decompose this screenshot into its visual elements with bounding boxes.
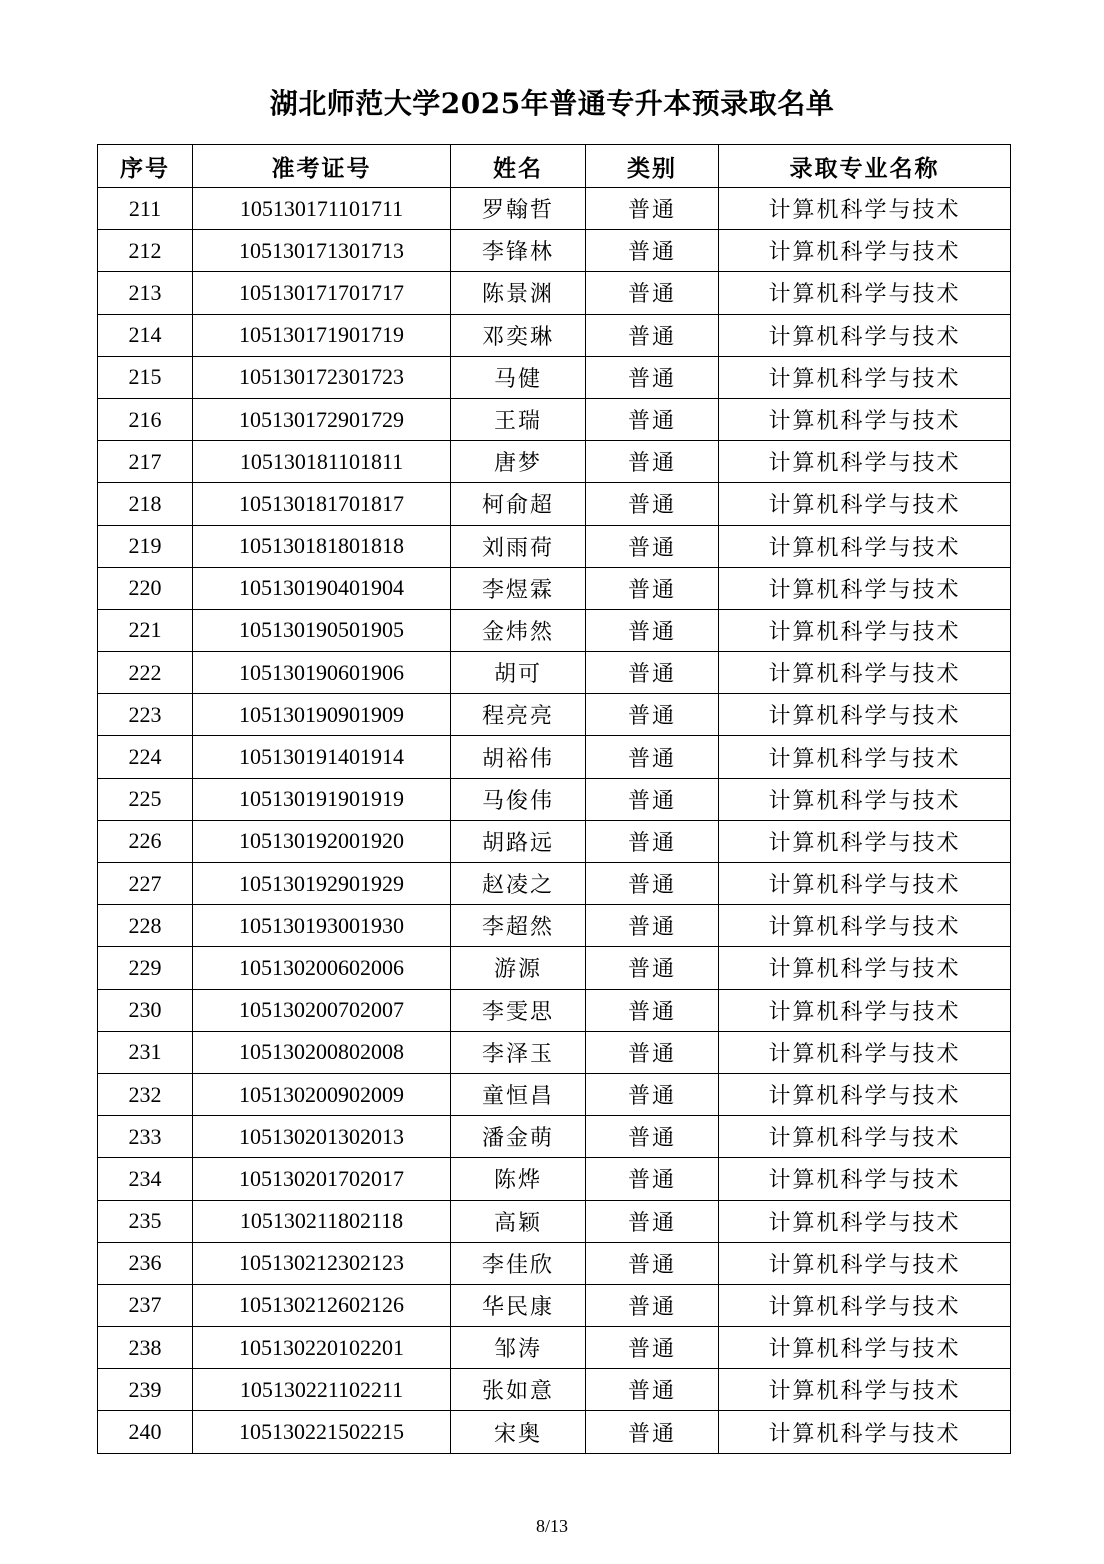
cell-name: 赵凌之	[451, 863, 586, 905]
cell-seq: 233	[98, 1116, 193, 1158]
cell-exam-id: 105130172301723	[193, 356, 451, 398]
cell-name: 邹涛	[451, 1327, 586, 1369]
cell-seq: 218	[98, 483, 193, 525]
table-row	[98, 1327, 1011, 1369]
table-header-row	[98, 145, 1011, 188]
cell-category: 普通	[586, 694, 719, 736]
cell-seq: 238	[98, 1327, 193, 1369]
table-row	[98, 1284, 1011, 1326]
cell-seq: 211	[98, 188, 193, 230]
cell-major: 计算机科学与技术	[719, 1284, 1011, 1326]
table-row	[98, 314, 1011, 356]
cell-name: 高颖	[451, 1200, 586, 1242]
header-exam-id: 准考证号	[193, 145, 451, 188]
cell-major: 计算机科学与技术	[719, 736, 1011, 778]
table-body	[98, 188, 1011, 1454]
cell-category: 普通	[586, 525, 719, 567]
cell-exam-id: 105130181801818	[193, 525, 451, 567]
cell-seq: 237	[98, 1284, 193, 1326]
table-row	[98, 567, 1011, 609]
cell-exam-id: 105130221102211	[193, 1369, 451, 1411]
cell-category: 普通	[586, 567, 719, 609]
cell-exam-id: 105130212602126	[193, 1284, 451, 1326]
cell-name: 金炜然	[451, 609, 586, 651]
cell-category: 普通	[586, 905, 719, 947]
table-row	[98, 820, 1011, 862]
cell-seq: 240	[98, 1411, 193, 1453]
table-row	[98, 736, 1011, 778]
cell-name: 李佳欣	[451, 1242, 586, 1284]
table-row	[98, 609, 1011, 651]
cell-name: 李雯思	[451, 989, 586, 1031]
cell-seq: 225	[98, 778, 193, 820]
cell-major: 计算机科学与技术	[719, 567, 1011, 609]
cell-name: 胡可	[451, 652, 586, 694]
cell-exam-id: 105130171901719	[193, 314, 451, 356]
cell-name: 柯俞超	[451, 483, 586, 525]
table-row	[98, 1411, 1011, 1453]
cell-name: 陈景渊	[451, 272, 586, 314]
cell-seq: 227	[98, 863, 193, 905]
cell-name: 华民康	[451, 1284, 586, 1326]
cell-major: 计算机科学与技术	[719, 778, 1011, 820]
table-row	[98, 272, 1011, 314]
table-row	[98, 778, 1011, 820]
cell-exam-id: 105130212302123	[193, 1242, 451, 1284]
cell-category: 普通	[586, 736, 719, 778]
cell-seq: 212	[98, 230, 193, 272]
cell-name: 马健	[451, 356, 586, 398]
cell-category: 普通	[586, 820, 719, 862]
table-row	[98, 230, 1011, 272]
cell-exam-id: 105130172901729	[193, 398, 451, 440]
cell-seq: 239	[98, 1369, 193, 1411]
cell-major: 计算机科学与技术	[719, 525, 1011, 567]
cell-major: 计算机科学与技术	[719, 1369, 1011, 1411]
cell-seq: 221	[98, 609, 193, 651]
table-row	[98, 1031, 1011, 1073]
cell-major: 计算机科学与技术	[719, 820, 1011, 862]
cell-major: 计算机科学与技术	[719, 694, 1011, 736]
cell-category: 普通	[586, 778, 719, 820]
cell-major: 计算机科学与技术	[719, 863, 1011, 905]
cell-name: 童恒昌	[451, 1073, 586, 1115]
cell-major: 计算机科学与技术	[719, 989, 1011, 1031]
cell-name: 王瑞	[451, 398, 586, 440]
cell-seq: 228	[98, 905, 193, 947]
cell-seq: 215	[98, 356, 193, 398]
cell-category: 普通	[586, 483, 719, 525]
cell-major: 计算机科学与技术	[719, 398, 1011, 440]
cell-category: 普通	[586, 989, 719, 1031]
cell-exam-id: 105130181101811	[193, 441, 451, 483]
cell-name: 张如意	[451, 1369, 586, 1411]
cell-major: 计算机科学与技术	[719, 272, 1011, 314]
cell-name: 李煜霖	[451, 567, 586, 609]
cell-exam-id: 105130200802008	[193, 1031, 451, 1073]
cell-seq: 232	[98, 1073, 193, 1115]
table-row	[98, 1369, 1011, 1411]
table-row	[98, 652, 1011, 694]
cell-major: 计算机科学与技术	[719, 1116, 1011, 1158]
cell-major: 计算机科学与技术	[719, 1031, 1011, 1073]
table-header	[98, 145, 1011, 188]
cell-category: 普通	[586, 356, 719, 398]
cell-exam-id: 105130201702017	[193, 1158, 451, 1200]
cell-name: 李超然	[451, 905, 586, 947]
table-row	[98, 989, 1011, 1031]
cell-category: 普通	[586, 863, 719, 905]
cell-seq: 230	[98, 989, 193, 1031]
cell-category: 普通	[586, 609, 719, 651]
cell-seq: 220	[98, 567, 193, 609]
cell-category: 普通	[586, 441, 719, 483]
cell-exam-id: 105130192001920	[193, 820, 451, 862]
cell-exam-id: 105130211802118	[193, 1200, 451, 1242]
cell-exam-id: 105130221502215	[193, 1411, 451, 1453]
cell-seq: 229	[98, 947, 193, 989]
cell-category: 普通	[586, 314, 719, 356]
cell-category: 普通	[586, 1158, 719, 1200]
cell-exam-id: 105130190401904	[193, 567, 451, 609]
cell-major: 计算机科学与技术	[719, 314, 1011, 356]
cell-category: 普通	[586, 1327, 719, 1369]
cell-name: 程亮亮	[451, 694, 586, 736]
page-number: 8/13	[535, 1516, 568, 1536]
cell-seq: 214	[98, 314, 193, 356]
cell-seq: 226	[98, 820, 193, 862]
table-row	[98, 1200, 1011, 1242]
header-major: 录取专业名称	[719, 145, 1011, 188]
cell-name: 潘金萌	[451, 1116, 586, 1158]
cell-name: 罗翰哲	[451, 188, 586, 230]
cell-major: 计算机科学与技术	[719, 356, 1011, 398]
cell-name: 刘雨荷	[451, 525, 586, 567]
cell-exam-id: 105130181701817	[193, 483, 451, 525]
cell-seq: 223	[98, 694, 193, 736]
table-row	[98, 356, 1011, 398]
header-name: 姓名	[451, 145, 586, 188]
cell-category: 普通	[586, 398, 719, 440]
cell-major: 计算机科学与技术	[719, 1073, 1011, 1115]
cell-exam-id: 105130191401914	[193, 736, 451, 778]
cell-name: 唐梦	[451, 441, 586, 483]
cell-category: 普通	[586, 1116, 719, 1158]
cell-name: 胡裕伟	[451, 736, 586, 778]
table-row	[98, 905, 1011, 947]
cell-exam-id: 105130171701717	[193, 272, 451, 314]
cell-category: 普通	[586, 272, 719, 314]
cell-name: 李泽玉	[451, 1031, 586, 1073]
cell-seq: 234	[98, 1158, 193, 1200]
cell-seq: 216	[98, 398, 193, 440]
cell-category: 普通	[586, 1031, 719, 1073]
cell-category: 普通	[586, 1242, 719, 1284]
table-row	[98, 1158, 1011, 1200]
cell-major: 计算机科学与技术	[719, 1411, 1011, 1453]
table-row	[98, 1073, 1011, 1115]
cell-major: 计算机科学与技术	[719, 230, 1011, 272]
cell-exam-id: 105130171101711	[193, 188, 451, 230]
cell-name: 马俊伟	[451, 778, 586, 820]
cell-category: 普通	[586, 1411, 719, 1453]
cell-name: 李锋林	[451, 230, 586, 272]
cell-major: 计算机科学与技术	[719, 483, 1011, 525]
table-row	[98, 694, 1011, 736]
cell-major: 计算机科学与技术	[719, 1242, 1011, 1284]
cell-name: 陈烨	[451, 1158, 586, 1200]
table-row	[98, 863, 1011, 905]
table-row	[98, 398, 1011, 440]
cell-name: 胡路远	[451, 820, 586, 862]
cell-seq: 219	[98, 525, 193, 567]
cell-exam-id: 105130192901929	[193, 863, 451, 905]
table-row	[98, 525, 1011, 567]
table-row	[98, 188, 1011, 230]
cell-seq: 236	[98, 1242, 193, 1284]
cell-exam-id: 105130191901919	[193, 778, 451, 820]
cell-major: 计算机科学与技术	[719, 652, 1011, 694]
cell-category: 普通	[586, 1200, 719, 1242]
cell-category: 普通	[586, 652, 719, 694]
cell-major: 计算机科学与技术	[719, 905, 1011, 947]
cell-name: 邓奕琳	[451, 314, 586, 356]
table-row	[98, 947, 1011, 989]
cell-category: 普通	[586, 1073, 719, 1115]
cell-seq: 235	[98, 1200, 193, 1242]
header-category: 类别	[586, 145, 719, 188]
cell-name: 宋奥	[451, 1411, 586, 1453]
cell-category: 普通	[586, 230, 719, 272]
cell-category: 普通	[586, 188, 719, 230]
cell-category: 普通	[586, 1369, 719, 1411]
document-title: 湖北师范大学2025年普通专升本预录取名单	[269, 87, 835, 120]
table-row	[98, 1116, 1011, 1158]
cell-category: 普通	[586, 1284, 719, 1326]
cell-exam-id: 105130193001930	[193, 905, 451, 947]
cell-seq: 222	[98, 652, 193, 694]
cell-seq: 213	[98, 272, 193, 314]
cell-seq: 224	[98, 736, 193, 778]
cell-exam-id: 105130190901909	[193, 694, 451, 736]
cell-major: 计算机科学与技术	[719, 947, 1011, 989]
cell-exam-id: 105130200602006	[193, 947, 451, 989]
table-row	[98, 483, 1011, 525]
cell-major: 计算机科学与技术	[719, 1327, 1011, 1369]
cell-exam-id: 105130190601906	[193, 652, 451, 694]
cell-exam-id: 105130200902009	[193, 1073, 451, 1115]
table-row	[98, 441, 1011, 483]
cell-major: 计算机科学与技术	[719, 441, 1011, 483]
table-row	[98, 1242, 1011, 1284]
admission-table	[97, 144, 1011, 1454]
cell-major: 计算机科学与技术	[719, 1158, 1011, 1200]
cell-major: 计算机科学与技术	[719, 609, 1011, 651]
cell-seq: 231	[98, 1031, 193, 1073]
header-seq: 序号	[98, 145, 193, 188]
cell-exam-id: 105130200702007	[193, 989, 451, 1031]
cell-seq: 217	[98, 441, 193, 483]
cell-category: 普通	[586, 947, 719, 989]
cell-exam-id: 105130220102201	[193, 1327, 451, 1369]
cell-exam-id: 105130190501905	[193, 609, 451, 651]
cell-major: 计算机科学与技术	[719, 1200, 1011, 1242]
cell-name: 游源	[451, 947, 586, 989]
cell-exam-id: 105130201302013	[193, 1116, 451, 1158]
cell-major: 计算机科学与技术	[719, 188, 1011, 230]
cell-exam-id: 105130171301713	[193, 230, 451, 272]
